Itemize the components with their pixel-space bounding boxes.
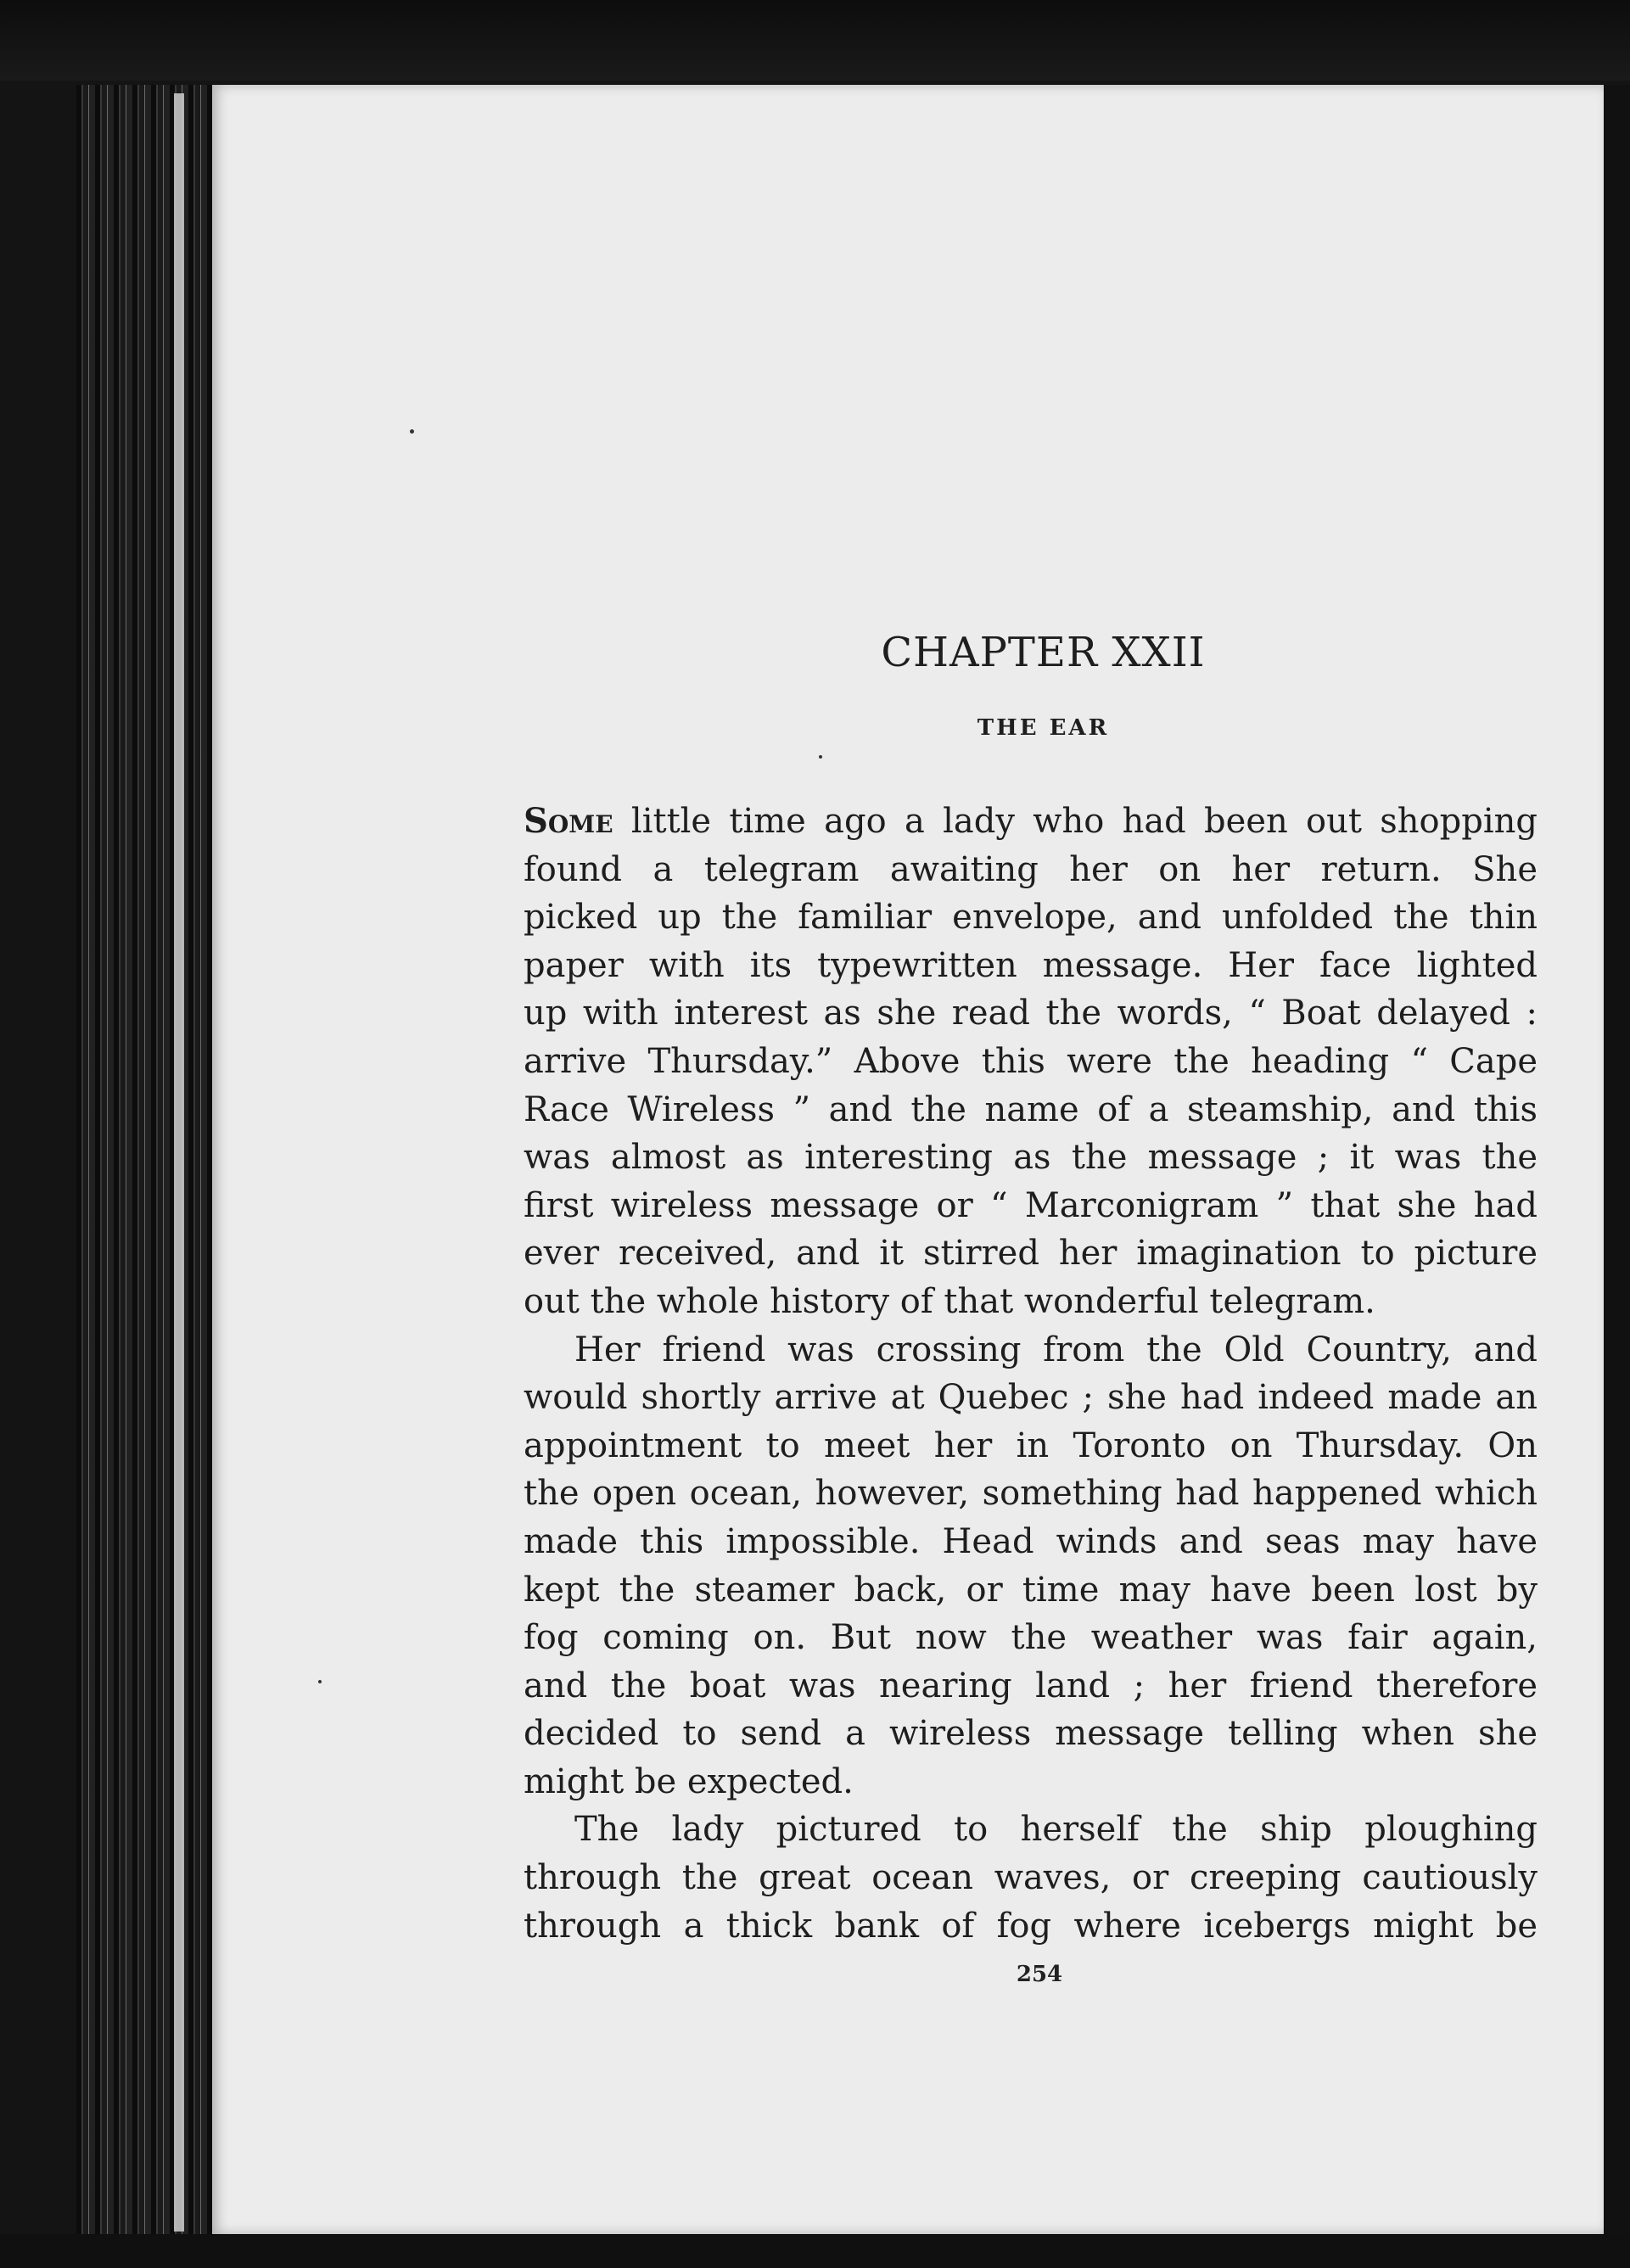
text-line: would shortly arrive at Quebec ; she had indeed made an [524, 1378, 1538, 1418]
text-line: decided to send a wireless message telling when she [524, 1714, 1538, 1754]
text-line: was almost as interesting as the message ; it was the [524, 1138, 1538, 1178]
text-line: through the great ocean waves, or creeping cautiously [524, 1858, 1538, 1898]
text-line: paper with its typewritten message. Her face lighted [524, 945, 1538, 985]
scan-bottom-border [0, 2234, 1630, 2268]
page-number: 254 [1016, 1962, 1063, 1987]
page-text-block [524, 626, 1538, 1950]
text-line: up with interest as she read the words, “ Boat delayed : [524, 994, 1538, 1033]
page-gutter-edge [174, 93, 184, 2232]
scan-right-border [1604, 85, 1630, 2234]
text-line: Her friend was crossing from the Old Country, and [574, 1330, 1538, 1369]
text-line: might be expected. [524, 1761, 854, 1801]
text-line: the open ocean, however, something had happened which [524, 1474, 1538, 1514]
text-line: picked up the familiar envelope, and unfolded the thin [524, 898, 1538, 938]
text-line: and the boat was nearing land ; her friend therefore [524, 1666, 1538, 1705]
text-line: found a telegram awaiting her on her return. She [524, 849, 1538, 889]
text-line: made this impossible. Head winds and seas may have [524, 1521, 1538, 1561]
text-line: The lady pictured to herself the ship ploughing [574, 1810, 1538, 1850]
paragraph-1 [524, 798, 1538, 1326]
paragraph-3 [524, 1806, 1538, 1950]
paper-speck [410, 429, 414, 434]
paragraph-2 [524, 1326, 1538, 1806]
text-line: appointment to meet her in Toronto on Thursday. On [524, 1425, 1538, 1465]
text-line: fog coming on. But now the weather was fair again, [524, 1618, 1538, 1658]
text-line: Some little time ago a lady who had been out shopping [524, 801, 1538, 841]
section-title: THE EAR [977, 715, 1110, 741]
body-text [524, 798, 1538, 1950]
text-line: first wireless message or “ Marconigram ” that she had [524, 1185, 1538, 1225]
small-caps-lead: Some [524, 801, 613, 841]
paper-speck [318, 1680, 322, 1683]
text-line: through a thick bank of fog where icebergs might be [524, 1906, 1538, 1946]
text-line: kept the steamer back, or time may have been lost by [524, 1570, 1538, 1610]
scan-top-border [0, 0, 1630, 81]
text-line: Race Wireless ” and the name of a steamship, and this [524, 1089, 1538, 1129]
chapter-title: CHAPTER XXII [881, 629, 1206, 676]
book-spine-edge [76, 85, 221, 2236]
text-line: out the whole history of that wonderful telegram. [524, 1281, 1375, 1321]
text-line: arrive Thursday.” Above this were the heading “ Cape [524, 1041, 1538, 1081]
text-line: ever received, and it stirred her imagination to picture [524, 1234, 1538, 1274]
